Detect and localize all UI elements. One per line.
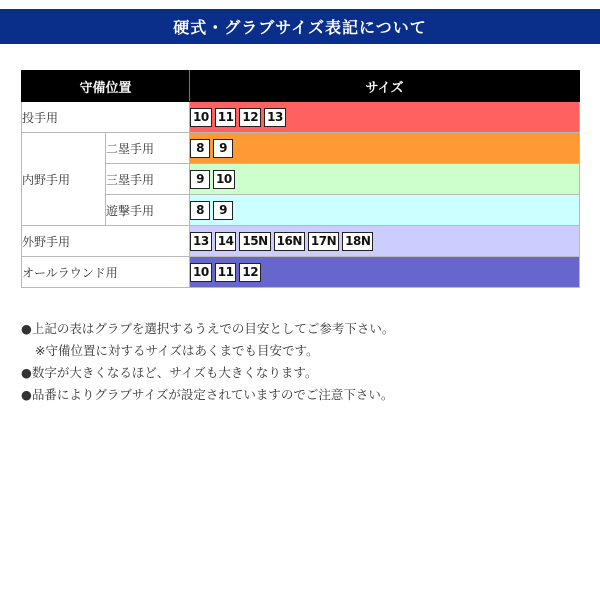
sizes-cell: [190, 257, 580, 288]
size-chip: 9: [213, 201, 233, 220]
position-infielder: 内野手用: [22, 133, 106, 226]
header-position: 守備位置: [22, 71, 190, 102]
size-chip: 8: [190, 201, 210, 220]
glove-size-table: [21, 70, 580, 288]
size-chip: 9: [213, 139, 233, 158]
sizes-cell: [190, 102, 580, 133]
table-row: [22, 257, 580, 288]
size-chip: 12: [239, 108, 261, 127]
note-line: ●品番によりグラブサイズが設定されていますのでご注意下さい。: [21, 387, 394, 402]
table-row: [22, 164, 580, 195]
table-row: [22, 195, 580, 226]
table-row: [22, 133, 580, 164]
notes: [21, 318, 394, 406]
position-allround: オールラウンド用: [22, 257, 190, 288]
table-row: [22, 102, 580, 133]
position-outfielder: 外野手用: [22, 226, 190, 257]
sizes-cell: [190, 164, 580, 195]
page-title: 硬式・グラブサイズ表記について: [0, 9, 600, 44]
note-line: ●数字が大きくなるほど、サイズも大きくなります。: [21, 365, 318, 380]
size-chip: 18N: [342, 232, 373, 251]
header-size: サイズ: [190, 71, 580, 102]
note-line: ●上記の表はグラブを選択するうえでの目安としてご参考下さい。: [21, 321, 395, 336]
size-chip: 10: [190, 108, 212, 127]
size-chip: 12: [239, 263, 261, 282]
size-chip: 11: [215, 263, 237, 282]
sub-position-third: 三塁手用: [106, 164, 190, 195]
size-chip: 11: [215, 108, 237, 127]
note-line: ※守備位置に対するサイズはあくまでも目安です。: [35, 343, 319, 358]
table-header-row: [22, 71, 580, 102]
size-chip: 9: [190, 170, 210, 189]
size-chip: 13: [264, 108, 286, 127]
size-chip: 14: [215, 232, 237, 251]
size-chip: 10: [190, 263, 212, 282]
size-chip: 17N: [308, 232, 339, 251]
sizes-cell: [190, 195, 580, 226]
position-pitcher: 投手用: [22, 102, 190, 133]
sub-position-second: 二塁手用: [106, 133, 190, 164]
sub-position-short: 遊撃手用: [106, 195, 190, 226]
size-chip: 8: [190, 139, 210, 158]
size-chip: 15N: [239, 232, 270, 251]
table-row: [22, 226, 580, 257]
sizes-cell: [190, 226, 580, 257]
size-chip: 10: [213, 170, 235, 189]
sizes-cell: [190, 133, 580, 164]
size-chip: 13: [190, 232, 212, 251]
size-chip: 16N: [274, 232, 305, 251]
